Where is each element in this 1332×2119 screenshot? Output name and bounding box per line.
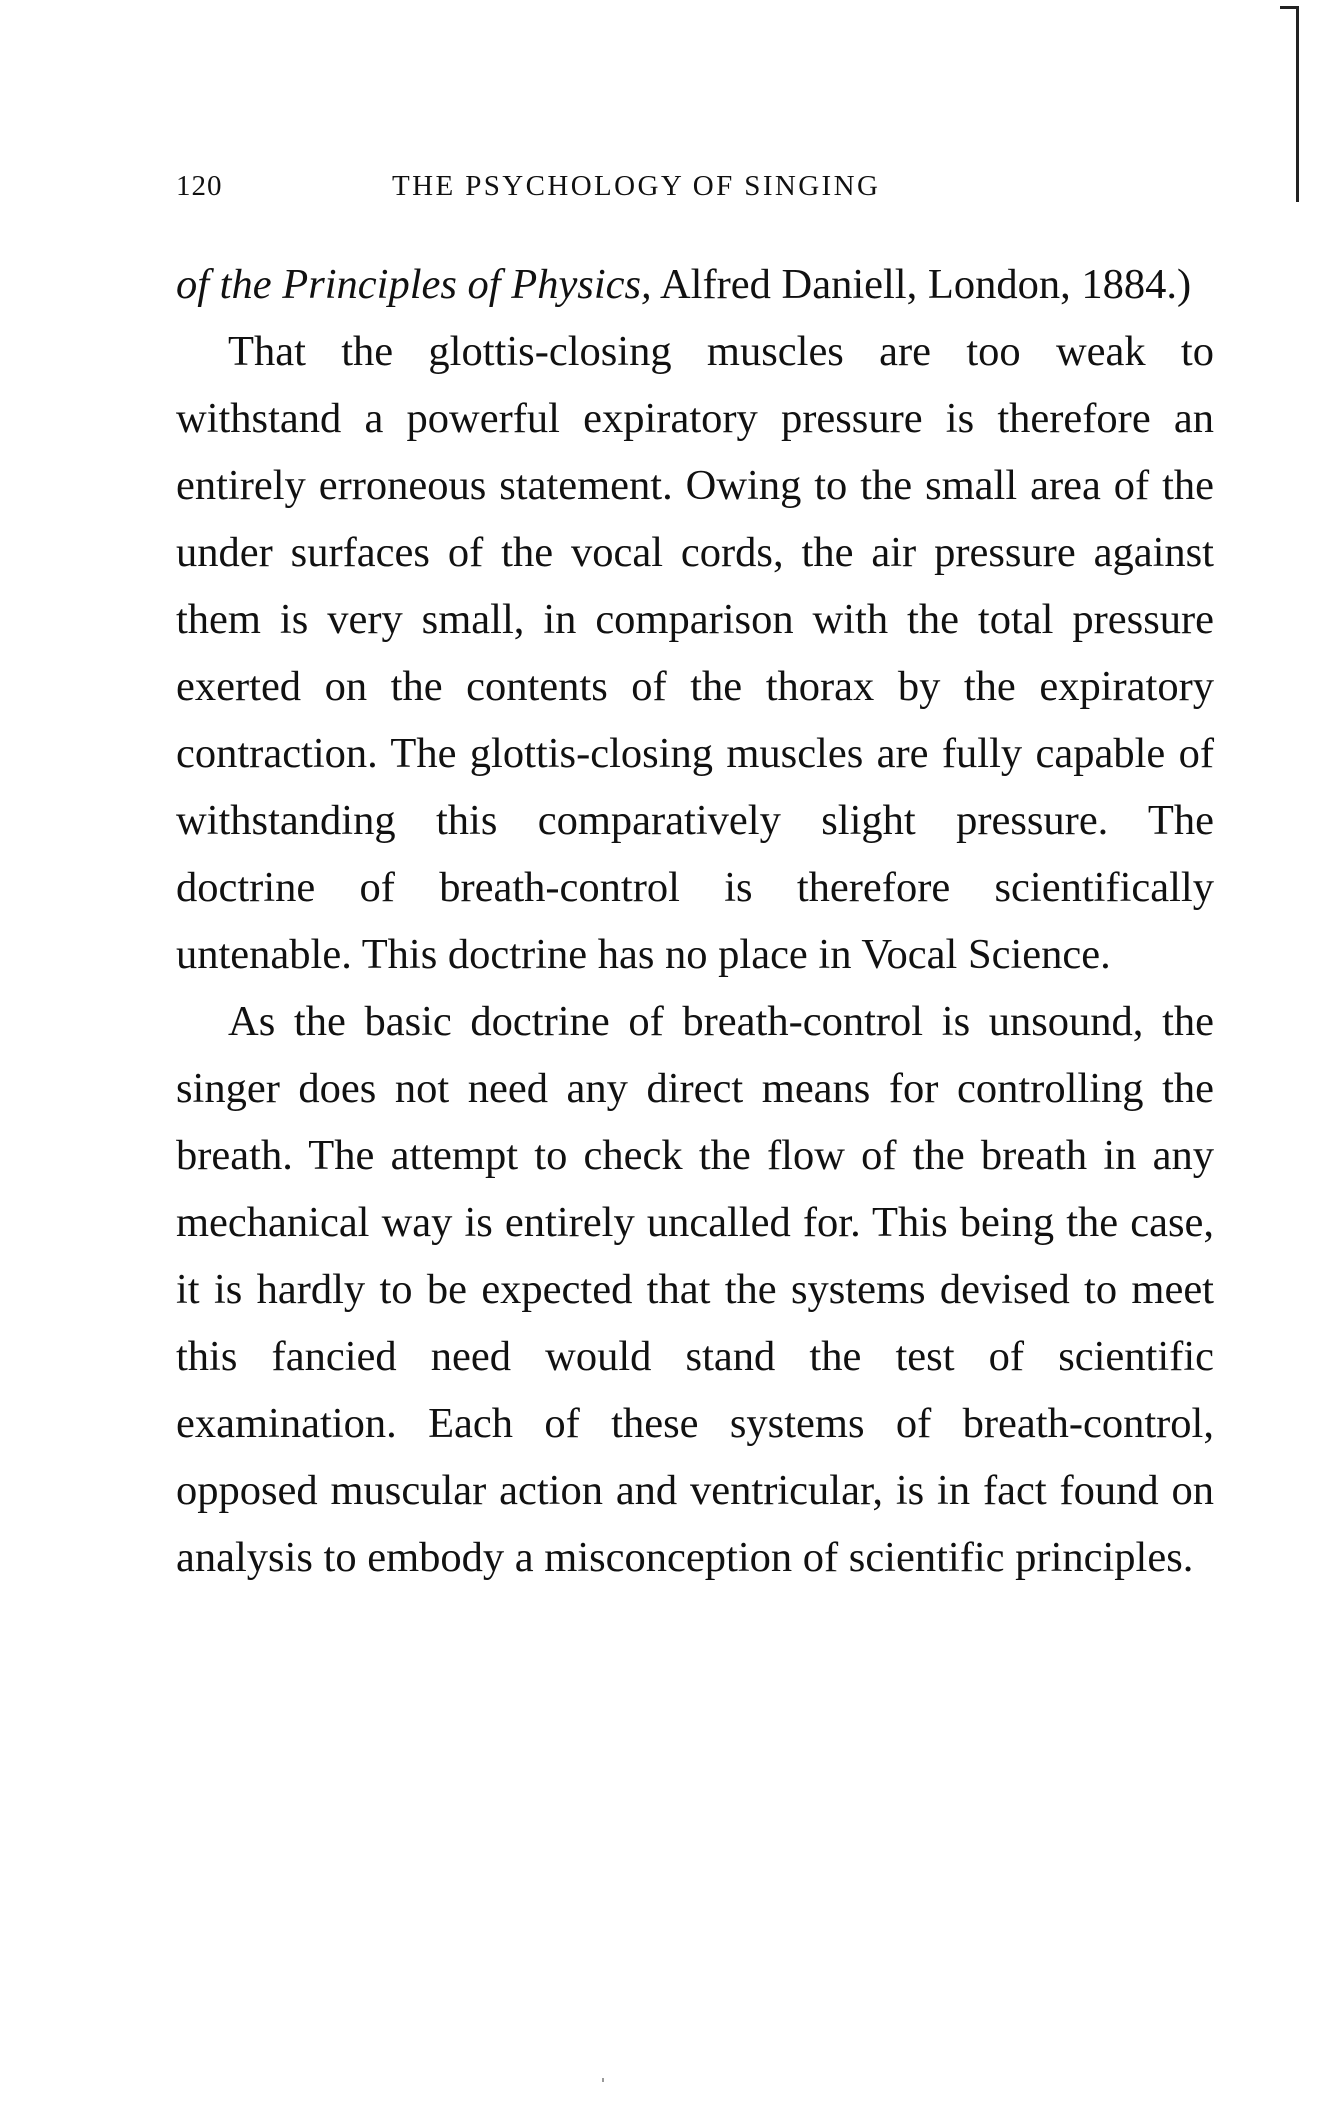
citation-italic-title: of the Principles of Physics, xyxy=(176,261,652,308)
paragraph-glottis-muscles: That the glottis-closing muscles are too weak to withstand a powerful expiratory pressure is therefore an entirely erroneous statement. Owing to the small area of the under surfaces of the vocal cords, the air pressure against them is very small, in comparison with the total pressure exerted on the contents of the thorax by the expiratory contraction. The glottis-closing muscles are fully capable of withstanding this comparatively slight pressure. The doctrine of breath-control is therefore scientifically untenable. This doctrine has no place in Vocal Science. xyxy=(176,328,1214,978)
paragraph-breath-control: As the basic doctrine of breath-control is unsound, the singer does not need any direct means for controlling the breath. The attempt to check the flow of the breath in any mechanical way is entirely uncalled for. This being the case, it is hardly to be expected that the systems devised to meet this fancied need would stand the test of scientific examination. Each of these systems of breath-control, opposed muscular action and ventricular, is in fact found on analysis to embody a misconception of scientific principles. xyxy=(176,998,1214,1581)
page-header xyxy=(176,170,1216,210)
page-number: 120 xyxy=(176,170,223,202)
body-text xyxy=(176,251,1214,1591)
scan-speck xyxy=(602,2078,604,2082)
citation-paragraph xyxy=(176,251,1214,318)
citation-rest: Alfred Daniell, London, 1884.) xyxy=(651,261,1192,308)
running-title: THE PSYCHOLOGY OF SINGING xyxy=(392,170,881,202)
scan-edge-line xyxy=(1296,6,1299,202)
